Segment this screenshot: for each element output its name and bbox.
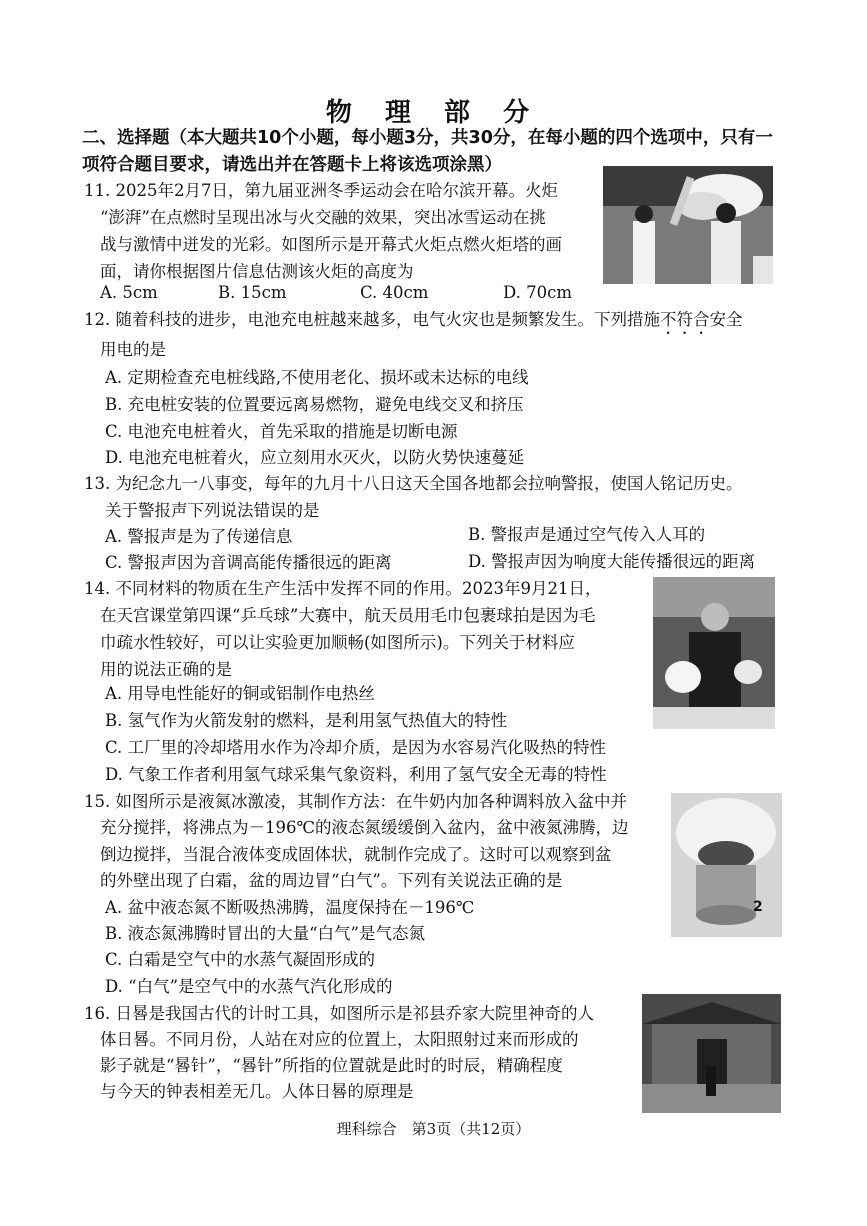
q14-option-d: D. 气象工作者利用氢气球采集气象资料，利用了氢气安全无毒的特性	[105, 765, 607, 784]
q15-option-a: A. 盆中液态氮不断吸热沸腾，温度保持在－196℃	[105, 898, 475, 917]
q15-option-c: C. 白霜是空气中的水蒸气凝固形成的	[105, 950, 376, 969]
q15-line-2: 充分搅拌，将沸点为－196℃的液态氮缓缓倒入盆内，盆中液氮沸腾，边	[100, 818, 629, 837]
q16-line-1: 16. 日晷是我国古代的计时工具，如图所示是祁县乔家大院里神奇的人	[84, 1004, 594, 1023]
q11-option-b: B. 15cm	[218, 283, 287, 302]
q12-line-2: 用电的是	[100, 340, 166, 359]
q12-option-a: A. 定期检查充电桩线路,不使用老化、损坏或未达标的电线	[105, 368, 529, 387]
q15-line-4: 的外壁出现了白霜，盆的周边冒“白气”。下列有关说法正确的是	[100, 871, 563, 890]
q12-option-d: D. 电池充电桩着火，应立刻用水灭火，以防火势快速蔓延	[105, 448, 525, 467]
q13-line-2: 关于警报声下列说法错误的是	[105, 501, 320, 520]
q15-option-d: D. “白气”是空气中的水蒸气汽化形成的	[105, 977, 393, 996]
q15-line-1: 15. 如图所示是液氮冰激凌，其制作方法：在牛奶内加各种调料放入盆中并	[84, 792, 627, 811]
q11-option-c: C. 40cm	[360, 283, 429, 302]
human-sundial-photo	[642, 994, 781, 1113]
q16-line-2: 体日晷。不同月份，人站在对应的位置上，太阳照射过来而形成的	[100, 1030, 579, 1049]
q12-line-1: 12. 随着科技的进步，电池充电桩越来越多，电气火灾也是频繁发生。下列措施不符合安全	[84, 310, 743, 329]
page-title: 物 理 部 分	[325, 98, 542, 128]
q14-option-c: C. 工厂里的冷却塔用水作为冷却介质，是因为水容易汽化吸热的特性	[105, 738, 607, 757]
q14-line-1: 14. 不同材料的物质在生产生活中发挥不同的作用。2023年9月21日，	[84, 579, 602, 598]
q11-line-1: 11. 2025年2月7日，第九届亚洲冬季运动会在哈尔滨开幕。火炬	[84, 181, 558, 200]
q14-option-b: B. 氢气作为火箭发射的燃料，是利用氢气热值大的特性	[105, 711, 508, 730]
q11-option-d: D. 70cm	[503, 283, 573, 302]
q14-line-4: 用的说法正确的是	[100, 660, 232, 679]
section-heading-line-2: 项符合题目要求，请选出并在答题卡上将该选项涂黑）	[82, 155, 502, 175]
q11-line-4: 面，请你根据图片信息估测该火炬的高度为	[100, 262, 414, 281]
page-footer: 理科综合 第3页（共12页）	[336, 1120, 531, 1138]
q12-option-c: C. 电池充电桩着火，首先采取的措施是切断电源	[105, 422, 458, 441]
q11-option-a: A. 5cm	[100, 283, 158, 302]
q13-option-b: B. 警报声是通过空气传入人耳的	[468, 525, 706, 544]
q13-option-d: D. 警报声因为响度大能传播很远的距离	[468, 552, 756, 571]
q14-option-a: A. 用导电性能好的铜或铝制作电热丝	[105, 684, 375, 703]
astronaut-table-tennis-photo	[653, 577, 775, 729]
svg-text:2: 2	[753, 899, 763, 915]
q14-line-2: 在天宫课堂第四课“乒乓球”大赛中，航天员用毛巾包裹球拍是因为毛	[100, 606, 596, 625]
q16-line-3: 影子就是“晷针”，“晷针”所指的位置就是此时的时辰，精确程度	[100, 1056, 563, 1075]
q12-option-b: B. 充电桩安装的位置要远离易燃物，避免电线交叉和挤压	[105, 395, 524, 414]
q13-option-a: A. 警报声是为了传递信息	[105, 527, 293, 546]
q12-emphasis-text: 不符合	[660, 310, 710, 329]
section-heading-line-1: 二、选择题（本大题共10个小题，每小题3分，共30分，在每小题的四个选项中，只有一	[82, 128, 773, 148]
q13-option-c: C. 警报声因为音调高能传播很远的距离	[105, 553, 392, 572]
q15-line-3: 倒边搅拌，当混合液体变成固体状，就制作完成了。这时可以观察到盆	[100, 845, 612, 864]
torch-lighting-photo	[603, 166, 773, 284]
q16-line-4: 与今天的钟表相差无几。人体日晷的原理是	[100, 1082, 414, 1101]
q14-line-3: 巾疏水性较好，可以让实验更加顺畅(如图所示)。下列关于材料应	[100, 633, 575, 652]
q11-line-3: 战与激情中迸发的光彩。如图所示是开幕式火炬点燃火炬塔的画	[100, 235, 562, 254]
q11-line-2: “澎湃”在点燃时呈现出冰与火交融的效果，突出冰雪运动在挑	[100, 208, 546, 227]
nitrogen-ice-cream-photo	[671, 793, 782, 937]
q13-line-1: 13. 为纪念九一八事变，每年的九月十八日这天全国各地都会拉响警报，使国人铭记历史。	[84, 474, 743, 493]
q15-option-b: B. 液态氮沸腾时冒出的大量“白气”是气态氮	[105, 924, 425, 943]
